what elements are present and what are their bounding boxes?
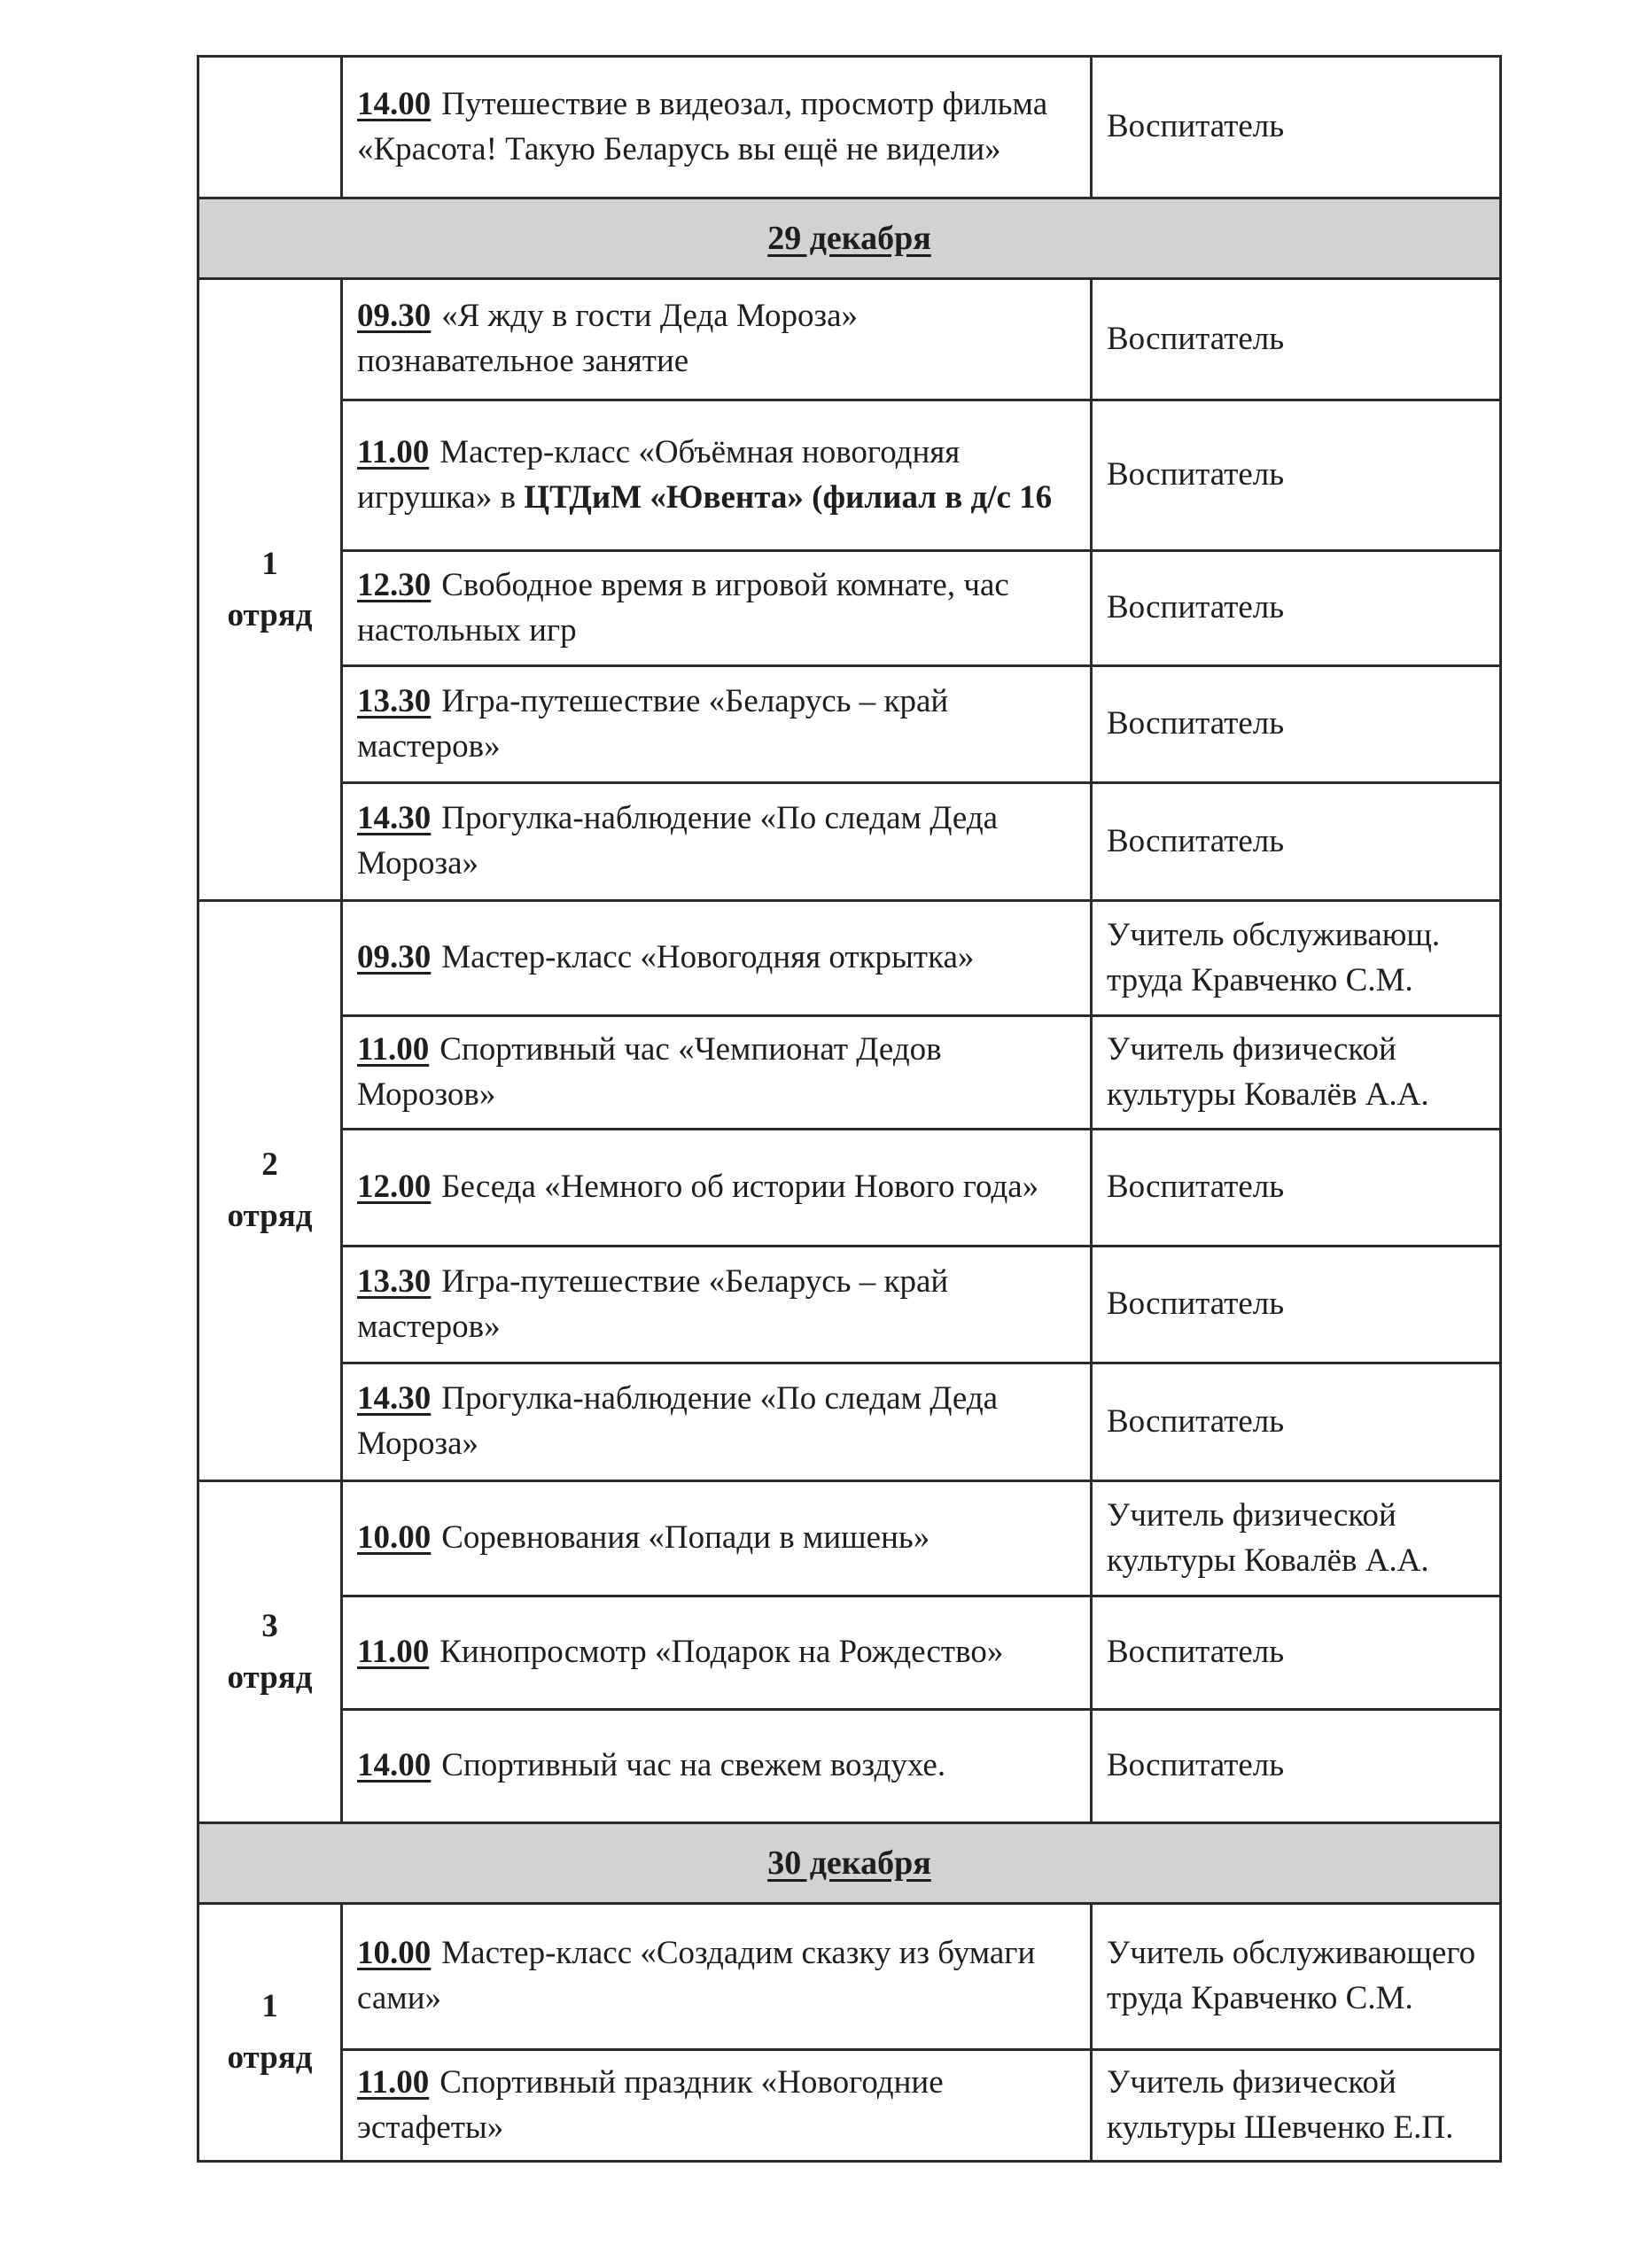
responsible-cell: Воспитатель <box>1092 1247 1501 1363</box>
table-row <box>198 1363 1501 1481</box>
group-number: 1 <box>261 1988 278 2024</box>
responsible-cell: Воспитатель <box>1092 279 1501 400</box>
event-text: Свободное время в игровой комнате, час настольных игр <box>357 566 1009 649</box>
event-cell <box>342 1247 1092 1363</box>
event-cell <box>342 1904 1092 2050</box>
date-header <box>198 198 1501 279</box>
event-text: «Я жду в гости Деда Мороза» познавательное занятие <box>357 298 858 379</box>
table-row <box>198 1130 1501 1247</box>
group-label: отряд <box>227 1658 313 1696</box>
event-text: Игра-путешествие «Беларусь – край мастеров» <box>357 1262 949 1345</box>
event-time: 10.00 <box>357 1519 432 1556</box>
date-text: 29 декабря <box>767 220 931 257</box>
responsible-cell: Воспитатель <box>1092 1596 1501 1710</box>
group-label: отряд <box>227 596 313 633</box>
event-text: Мастер-класс «Объёмная новогодняя игрушка» в <box>357 433 961 516</box>
responsible-cell: Воспитатель <box>1092 400 1501 551</box>
responsible-cell: Воспитатель <box>1092 551 1501 666</box>
event-cell <box>342 1481 1092 1596</box>
group-cell <box>198 279 342 901</box>
date-text: 30 декабря <box>767 1845 931 1882</box>
responsible-cell: Учитель физической культуры Ковалёв А.А. <box>1092 1481 1501 1596</box>
group-label: отряд <box>227 2039 313 2076</box>
event-text: Прогулка-наблюдение «По следам Деда Мороза» <box>357 800 999 882</box>
event-time: 14.00 <box>357 1747 432 1783</box>
group-cell-empty <box>198 57 342 198</box>
event-time: 12.00 <box>357 1169 432 1205</box>
event-cell <box>342 279 1092 400</box>
responsible-cell: Учитель обслуживающего труда Кравченко С.М. <box>1092 1904 1501 2050</box>
event-text: Прогулка-наблюдение «По следам Деда Мороза» <box>357 1380 999 1462</box>
group-number: 2 <box>261 1146 278 1183</box>
event-time: 13.30 <box>357 682 432 719</box>
schedule-table <box>197 55 1502 2163</box>
event-time: 11.00 <box>357 1634 430 1670</box>
event-cell <box>342 1016 1092 1130</box>
event-time: 10.00 <box>357 1935 432 1971</box>
event-cell <box>342 551 1092 666</box>
event-text: Мастер-класс «Создадим сказку из бумаги сами» <box>357 1935 1036 2016</box>
responsible-cell: Воспитатель <box>1092 1130 1501 1247</box>
table-row <box>198 57 1501 198</box>
responsible-cell: Учитель физической культуры Ковалёв А.А. <box>1092 1016 1501 1130</box>
group-label: отряд <box>227 1198 313 1234</box>
responsible-cell: Учитель физической культуры Шевченко Е.П. <box>1092 2050 1501 2162</box>
group-cell <box>198 901 342 1481</box>
event-text: Путешествие в видеозал, просмотр фильма «Красота! Такую Беларусь вы ещё не видели» <box>357 85 1048 167</box>
table-row <box>198 1481 1501 1596</box>
table-row <box>198 666 1501 783</box>
event-text: Соревнования «Попади в мишень» <box>441 1519 930 1556</box>
responsible-cell: Воспитатель <box>1092 783 1501 901</box>
event-cell <box>342 57 1092 198</box>
group-number: 1 <box>261 545 278 582</box>
table-row <box>198 1710 1501 1823</box>
event-time: 14.30 <box>357 800 432 836</box>
table-row <box>198 1904 1501 2050</box>
date-header <box>198 1823 1501 1904</box>
table-row <box>198 1596 1501 1710</box>
responsible-cell: Воспитатель <box>1092 1363 1501 1481</box>
event-time: 09.30 <box>357 939 432 975</box>
event-time: 14.30 <box>357 1380 432 1417</box>
date-header-row <box>198 198 1501 279</box>
event-cell <box>342 783 1092 901</box>
responsible-cell: Воспитатель <box>1092 57 1501 198</box>
event-time: 09.30 <box>357 298 432 334</box>
responsible-cell: Учитель обслуживающ. труда Кравченко С.М. <box>1092 901 1501 1016</box>
event-text: Спортивный час «Чемпионат Дедов Морозов» <box>357 1030 942 1113</box>
event-cell <box>342 901 1092 1016</box>
table-row <box>198 901 1501 1016</box>
event-time: 13.30 <box>357 1262 432 1300</box>
event-text: Кинопросмотр «Подарок на Рождество» <box>439 1634 1004 1670</box>
event-time: 14.00 <box>357 85 432 122</box>
table-row <box>198 783 1501 901</box>
table-row <box>198 1247 1501 1363</box>
table-row <box>198 279 1501 400</box>
event-cell <box>342 2050 1092 2162</box>
date-header-row <box>198 1823 1501 1904</box>
group-number: 3 <box>261 1607 278 1644</box>
event-text: Спортивный праздник «Новогодние эстафеты» <box>357 2063 944 2146</box>
table-row <box>198 1016 1501 1130</box>
table-row <box>198 2050 1501 2162</box>
group-cell <box>198 1904 342 2162</box>
event-time: 11.00 <box>357 2063 430 2101</box>
responsible-cell: Воспитатель <box>1092 666 1501 783</box>
responsible-cell: Воспитатель <box>1092 1710 1501 1823</box>
event-cell <box>342 1710 1092 1823</box>
event-cell <box>342 666 1092 783</box>
event-venue: ЦТДиМ «Ювента» (филиал в д/с 16 <box>524 478 1053 516</box>
event-text: Игра-путешествие «Беларусь – край мастеров» <box>357 682 949 765</box>
table-row <box>198 400 1501 551</box>
group-cell <box>198 1481 342 1823</box>
event-time: 12.30 <box>357 566 432 603</box>
table-row <box>198 551 1501 666</box>
event-text: Беседа «Немного об истории Нового года» <box>441 1169 1039 1205</box>
event-cell <box>342 1130 1092 1247</box>
event-cell <box>342 1596 1092 1710</box>
event-text: Мастер-класс «Новогодняя открытка» <box>441 939 975 975</box>
event-text: Спортивный час на свежем воздухе. <box>441 1747 946 1783</box>
event-cell <box>342 1363 1092 1481</box>
event-time: 11.00 <box>357 1030 430 1068</box>
event-time: 11.00 <box>357 433 430 470</box>
event-cell <box>342 400 1092 551</box>
